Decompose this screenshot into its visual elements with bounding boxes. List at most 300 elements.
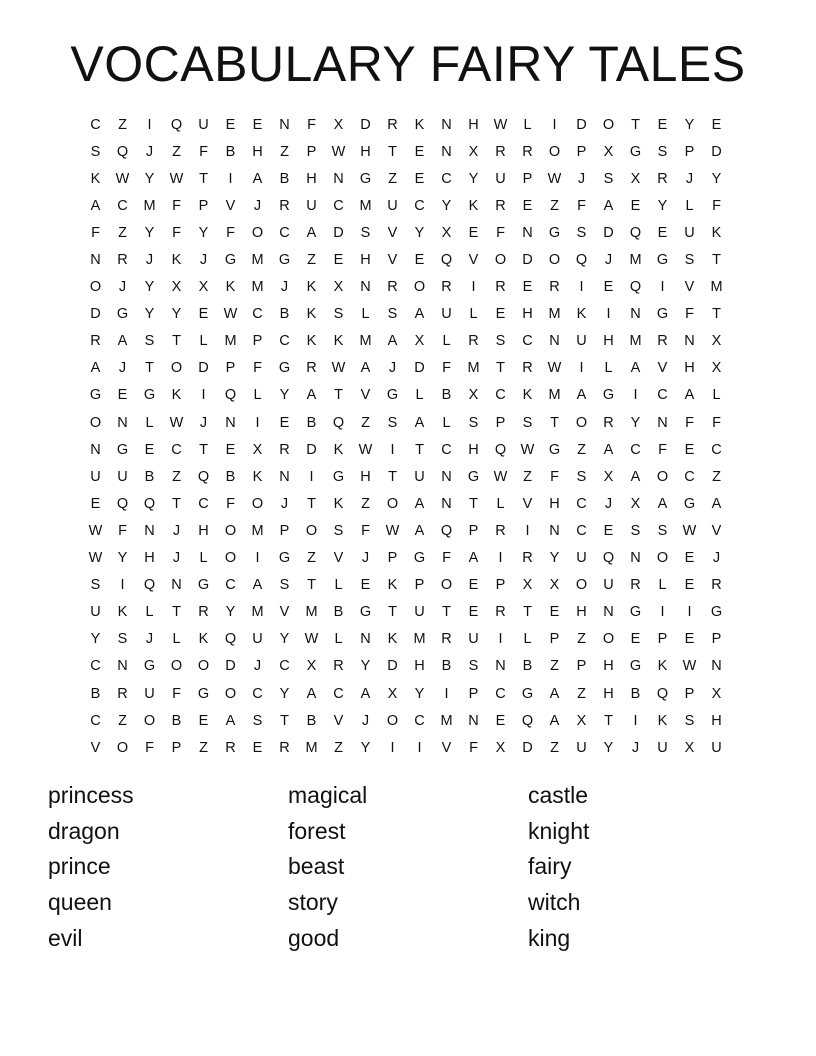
grid-letter: X xyxy=(549,577,560,594)
grid-letter: Q xyxy=(332,414,345,431)
grid-letter: Y xyxy=(603,739,614,756)
grid-letter: F xyxy=(685,414,694,431)
grid-letter: E xyxy=(252,116,263,133)
grid-letter: R xyxy=(711,577,722,594)
grid-letter: G xyxy=(413,550,426,567)
grid-letter: S xyxy=(90,577,101,594)
grid-letter: P xyxy=(171,739,182,756)
grid-letter: X xyxy=(711,333,722,350)
grid-letter: O xyxy=(305,522,318,539)
grid-letter: P xyxy=(225,360,236,377)
grid-letter: I xyxy=(201,387,206,404)
grid-letter: T xyxy=(442,604,451,621)
grid-letter: I xyxy=(525,522,530,539)
grid-letter: N xyxy=(522,224,533,241)
grid-letter: A xyxy=(549,712,560,729)
grid-letter: K xyxy=(657,658,668,675)
grid-letter: P xyxy=(576,143,587,160)
grid-letter: L xyxy=(199,333,208,350)
grid-letter: T xyxy=(280,712,289,729)
grid-letter: H xyxy=(306,170,317,187)
grid-letter: A xyxy=(90,360,101,377)
grid-letter: E xyxy=(360,577,371,594)
grid-letter: J xyxy=(145,143,154,160)
grid-letter: Z xyxy=(361,495,370,512)
grid-letter: F xyxy=(685,306,694,323)
grid-letter: M xyxy=(467,360,480,377)
grid-letter: P xyxy=(657,631,668,648)
grid-letter: A xyxy=(414,495,425,512)
grid-letter: N xyxy=(441,495,452,512)
grid-letter: U xyxy=(468,631,479,648)
grid-letter: R xyxy=(495,604,506,621)
grid-letter: H xyxy=(468,116,479,133)
grid-letter: I xyxy=(498,550,503,567)
grid-letter: J xyxy=(253,197,262,214)
word-list-item: evil xyxy=(48,924,83,951)
grid-letter: R xyxy=(333,658,344,675)
grid-letter: A xyxy=(576,387,587,404)
grid-letter: R xyxy=(468,333,479,350)
grid-letter: S xyxy=(495,333,506,350)
grid-letter: G xyxy=(197,685,210,702)
grid-letter: G xyxy=(521,685,534,702)
grid-letter: H xyxy=(603,333,614,350)
word-list-item: king xyxy=(528,924,571,951)
word-list-item: good xyxy=(288,924,340,951)
grid-letter: D xyxy=(387,658,398,675)
grid-letter: Z xyxy=(361,414,370,431)
grid-letter: E xyxy=(657,116,668,133)
grid-letter: R xyxy=(495,522,506,539)
grid-letter: A xyxy=(630,360,641,377)
grid-letter: N xyxy=(279,116,290,133)
grid-letter: H xyxy=(711,712,722,729)
grid-letter: T xyxy=(550,414,559,431)
grid-letter: T xyxy=(604,712,613,729)
grid-letter: I xyxy=(147,116,152,133)
grid-letter: S xyxy=(360,224,371,241)
grid-letter: Z xyxy=(172,468,181,485)
grid-letter: I xyxy=(633,387,638,404)
grid-letter: X xyxy=(387,685,398,702)
grid-letter: X xyxy=(414,333,425,350)
grid-letter: J xyxy=(253,658,262,675)
grid-letter: B xyxy=(441,387,452,404)
grid-letter: M xyxy=(548,306,561,323)
grid-letter: M xyxy=(629,333,642,350)
grid-letter: E xyxy=(630,197,641,214)
grid-letter: N xyxy=(684,333,695,350)
grid-letter: I xyxy=(255,550,260,567)
grid-letter: K xyxy=(387,631,398,648)
grid-letter: Z xyxy=(118,116,127,133)
grid-letter: M xyxy=(305,739,318,756)
grid-letter: M xyxy=(224,333,237,350)
grid-letter: P xyxy=(495,577,506,594)
grid-letter: W xyxy=(88,522,103,539)
grid-letter: D xyxy=(225,658,236,675)
grid-letter: G xyxy=(116,441,129,458)
grid-letter: A xyxy=(414,306,425,323)
grid-letter: Q xyxy=(575,252,588,269)
grid-letter: Z xyxy=(334,739,343,756)
grid-letter: N xyxy=(144,522,155,539)
grid-letter: G xyxy=(278,550,291,567)
grid-letter: J xyxy=(172,550,181,567)
grid-letter: O xyxy=(251,224,264,241)
grid-letter: I xyxy=(633,712,638,729)
grid-letter: T xyxy=(712,306,721,323)
grid-letter: Z xyxy=(577,441,586,458)
grid-letter: U xyxy=(198,116,209,133)
grid-letter: E xyxy=(252,739,263,756)
grid-letter: O xyxy=(170,658,183,675)
grid-letter: I xyxy=(390,739,395,756)
grid-letter: G xyxy=(332,468,345,485)
grid-letter: U xyxy=(684,224,695,241)
grid-letter: E xyxy=(711,116,722,133)
grid-letter: R xyxy=(495,197,506,214)
grid-letter: P xyxy=(684,685,695,702)
grid-letter: A xyxy=(252,170,263,187)
grid-letter: C xyxy=(630,441,641,458)
grid-letter: G xyxy=(629,658,642,675)
grid-letter: E xyxy=(414,143,425,160)
grid-letter: R xyxy=(657,333,668,350)
grid-letter: F xyxy=(550,468,559,485)
grid-letter: S xyxy=(630,522,641,539)
grid-letter: O xyxy=(575,414,588,431)
grid-letter: K xyxy=(225,279,236,296)
grid-letter: J xyxy=(577,170,586,187)
grid-letter: O xyxy=(116,739,129,756)
grid-letter: D xyxy=(90,306,101,323)
grid-letter: T xyxy=(307,495,316,512)
grid-letter: V xyxy=(90,739,101,756)
grid-letter: V xyxy=(387,252,398,269)
grid-letter: M xyxy=(143,197,156,214)
grid-letter: J xyxy=(145,631,154,648)
grid-letter: P xyxy=(468,522,479,539)
grid-letter: T xyxy=(172,495,181,512)
grid-letter: Z xyxy=(388,170,397,187)
grid-letter: I xyxy=(444,685,449,702)
grid-letter: K xyxy=(198,631,209,648)
grid-letter: N xyxy=(279,468,290,485)
grid-letter: C xyxy=(522,333,533,350)
grid-letter: T xyxy=(388,604,397,621)
grid-letter: H xyxy=(144,550,155,567)
grid-letter: J xyxy=(199,414,208,431)
word-list-item: witch xyxy=(528,889,581,916)
grid-letter: X xyxy=(684,739,695,756)
word-list-item: forest xyxy=(288,817,346,844)
grid-letter: Z xyxy=(307,252,316,269)
grid-letter: S xyxy=(90,143,101,160)
grid-letter: M xyxy=(413,631,426,648)
grid-letter: N xyxy=(441,116,452,133)
grid-letter: N xyxy=(117,658,128,675)
grid-letter: Q xyxy=(602,550,615,567)
grid-letter: N xyxy=(711,658,722,675)
grid-letter: O xyxy=(251,495,264,512)
grid-letter: N xyxy=(90,441,101,458)
grid-letter: R xyxy=(630,577,641,594)
grid-letter: G xyxy=(548,441,561,458)
grid-letter: U xyxy=(441,306,452,323)
grid-letter: A xyxy=(252,577,263,594)
grid-letter: S xyxy=(144,333,155,350)
grid-letter: K xyxy=(333,441,344,458)
grid-letter: G xyxy=(548,224,561,241)
grid-letter: X xyxy=(630,495,641,512)
grid-letter: V xyxy=(333,712,344,729)
grid-letter: U xyxy=(252,631,263,648)
grid-letter: K xyxy=(90,170,101,187)
grid-letter: W xyxy=(169,170,184,187)
grid-letter: Y xyxy=(711,170,722,187)
grid-letter: M xyxy=(629,252,642,269)
grid-letter: P xyxy=(414,577,425,594)
word-list-item: beast xyxy=(288,853,345,880)
grid-letter: I xyxy=(471,279,476,296)
grid-letter: C xyxy=(414,712,425,729)
grid-letter: V xyxy=(360,387,371,404)
grid-letter: E xyxy=(549,604,560,621)
grid-letter: C xyxy=(225,577,236,594)
grid-letter: F xyxy=(199,143,208,160)
grid-letter: Y xyxy=(144,224,155,241)
grid-letter: Z xyxy=(712,468,721,485)
grid-letter: A xyxy=(711,495,722,512)
grid-letter: O xyxy=(386,712,399,729)
grid-letter: T xyxy=(496,360,505,377)
grid-letter: R xyxy=(441,279,452,296)
grid-letter: N xyxy=(225,414,236,431)
grid-letter: L xyxy=(415,387,424,404)
grid-letter: H xyxy=(360,468,371,485)
grid-letter: Q xyxy=(440,252,453,269)
grid-letter: R xyxy=(279,739,290,756)
grid-letter: F xyxy=(172,685,181,702)
grid-letter: L xyxy=(145,414,154,431)
grid-letter: R xyxy=(198,604,209,621)
grid-letter: Z xyxy=(577,631,586,648)
grid-letter: D xyxy=(603,224,614,241)
grid-letter: B xyxy=(225,143,236,160)
grid-letter: E xyxy=(225,116,236,133)
grid-letter: Y xyxy=(360,658,371,675)
grid-letter: G xyxy=(197,577,210,594)
grid-letter: Q xyxy=(440,522,453,539)
grid-letter: A xyxy=(603,441,614,458)
grid-letter: X xyxy=(603,468,614,485)
grid-letter: W xyxy=(304,631,319,648)
grid-letter: W xyxy=(88,550,103,567)
grid-letter: G xyxy=(602,387,615,404)
grid-letter: W xyxy=(223,306,238,323)
grid-letter: K xyxy=(333,495,344,512)
grid-letter: U xyxy=(576,550,587,567)
grid-letter: Z xyxy=(550,658,559,675)
grid-letter: L xyxy=(145,604,154,621)
grid-letter: F xyxy=(577,197,586,214)
grid-letter: N xyxy=(549,333,560,350)
grid-letter: O xyxy=(89,414,102,431)
grid-letter: T xyxy=(388,143,397,160)
grid-letter: A xyxy=(414,414,425,431)
grid-letter: W xyxy=(493,468,508,485)
grid-letter: L xyxy=(253,387,262,404)
grid-letter: U xyxy=(711,739,722,756)
grid-letter: Y xyxy=(144,170,155,187)
grid-letter: D xyxy=(306,441,317,458)
grid-letter: V xyxy=(225,197,236,214)
grid-letter: P xyxy=(387,550,398,567)
grid-letter: D xyxy=(333,224,344,241)
grid-letter: Z xyxy=(577,685,586,702)
grid-letter: Y xyxy=(684,116,695,133)
grid-letter: R xyxy=(495,143,506,160)
grid-letter: N xyxy=(495,658,506,675)
grid-letter: Y xyxy=(630,414,641,431)
grid-letter: A xyxy=(306,224,317,241)
grid-letter: G xyxy=(629,604,642,621)
grid-letter: H xyxy=(576,604,587,621)
grid-letter: A xyxy=(468,550,479,567)
grid-letter: Y xyxy=(198,224,209,241)
grid-letter: N xyxy=(603,604,614,621)
grid-letter: I xyxy=(417,739,422,756)
grid-letter: R xyxy=(306,360,317,377)
grid-letter: W xyxy=(385,522,400,539)
grid-letter: R xyxy=(522,360,533,377)
grid-letter: F xyxy=(712,414,721,431)
grid-letter: C xyxy=(333,685,344,702)
grid-letter: G xyxy=(278,360,291,377)
grid-letter: I xyxy=(579,360,584,377)
grid-letter: V xyxy=(711,522,722,539)
grid-letter: O xyxy=(224,522,237,539)
grid-letter: E xyxy=(684,441,695,458)
grid-letter: A xyxy=(657,495,668,512)
grid-letter: H xyxy=(603,658,614,675)
grid-letter: T xyxy=(712,252,721,269)
grid-letter: C xyxy=(90,658,101,675)
grid-letter: M xyxy=(440,712,453,729)
grid-letter: Y xyxy=(657,197,668,214)
grid-letter: B xyxy=(441,658,452,675)
grid-letter: K xyxy=(333,333,344,350)
word-list-item: princess xyxy=(48,782,134,808)
grid-letter: S xyxy=(387,414,398,431)
grid-letter: O xyxy=(170,360,183,377)
grid-letter: I xyxy=(552,116,557,133)
grid-letter: G xyxy=(143,387,156,404)
grid-letter: C xyxy=(171,441,182,458)
grid-letter: C xyxy=(279,333,290,350)
grid-letter: R xyxy=(522,550,533,567)
grid-letter: T xyxy=(199,441,208,458)
grid-letter: C xyxy=(495,387,506,404)
grid-letter: Q xyxy=(629,279,642,296)
grid-letter: E xyxy=(684,577,695,594)
grid-letter: Y xyxy=(90,631,101,648)
word-list xyxy=(48,778,768,956)
grid-letter: U xyxy=(603,577,614,594)
grid-letter: N xyxy=(441,143,452,160)
grid-letter: I xyxy=(255,414,260,431)
grid-letter: G xyxy=(656,252,669,269)
grid-letter: E xyxy=(684,550,695,567)
grid-letter: B xyxy=(279,170,290,187)
grid-letter: L xyxy=(604,360,613,377)
grid-letter: Y xyxy=(117,550,128,567)
grid-letter: M xyxy=(251,604,264,621)
grid-letter: E xyxy=(144,441,155,458)
grid-letter: S xyxy=(522,414,533,431)
grid-letter: T xyxy=(334,387,343,404)
grid-letter: U xyxy=(144,685,155,702)
grid-letter: J xyxy=(388,360,397,377)
grid-letter: J xyxy=(199,252,208,269)
grid-letter: G xyxy=(683,495,696,512)
grid-letter: X xyxy=(252,441,263,458)
grid-letter: G xyxy=(143,658,156,675)
grid-letter: Q xyxy=(143,577,156,594)
word-list-item: knight xyxy=(528,817,590,844)
grid-letter: I xyxy=(579,279,584,296)
grid-letter: H xyxy=(252,143,263,160)
grid-letter: O xyxy=(656,550,669,567)
grid-letter: E xyxy=(495,306,506,323)
grid-letter: Q xyxy=(116,495,129,512)
grid-letter: X xyxy=(198,279,209,296)
grid-letter: T xyxy=(523,604,532,621)
grid-letter: N xyxy=(630,306,641,323)
grid-letter: N xyxy=(90,252,101,269)
grid-letter: J xyxy=(604,252,613,269)
grid-letter: I xyxy=(660,279,665,296)
grid-letter: O xyxy=(548,143,561,160)
grid-letter: Z xyxy=(118,712,127,729)
grid-letter: W xyxy=(331,143,346,160)
word-list-item: magical xyxy=(288,782,368,808)
grid-letter: E xyxy=(522,279,533,296)
grid-letter: Y xyxy=(441,197,452,214)
grid-letter: N xyxy=(333,170,344,187)
grid-letter: X xyxy=(711,685,722,702)
grid-letter: R xyxy=(90,333,101,350)
grid-letter: D xyxy=(576,116,587,133)
grid-letter: W xyxy=(331,360,346,377)
grid-letter: C xyxy=(657,387,668,404)
grid-letter: B xyxy=(90,685,101,702)
grid-letter: F xyxy=(361,522,370,539)
grid-letter: C xyxy=(441,441,452,458)
grid-letter: Z xyxy=(307,550,316,567)
grid-letter: E xyxy=(90,495,101,512)
grid-letter: B xyxy=(306,414,317,431)
grid-letter: E xyxy=(495,712,506,729)
word-list-item: dragon xyxy=(48,817,120,844)
grid-letter: X xyxy=(468,143,479,160)
grid-letter: P xyxy=(495,414,506,431)
grid-letter: S xyxy=(684,712,695,729)
grid-letter: L xyxy=(442,333,451,350)
grid-letter: T xyxy=(145,360,154,377)
